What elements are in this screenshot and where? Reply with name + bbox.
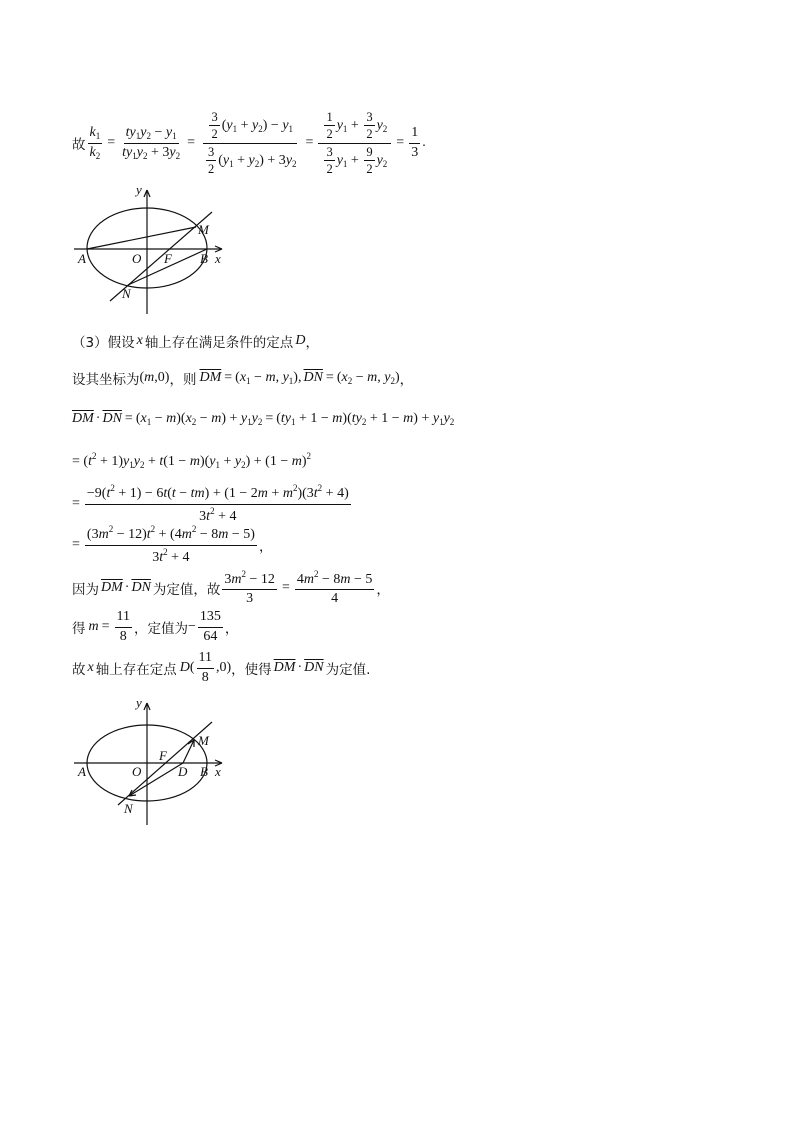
label-M: M [198,733,209,748]
expansion-line: = $(t^2 + 1)y_1y_2 + t(1 - m)(y_1 + y_2) + (1 - m)^2$ [72,450,312,470]
conclusion-line: 故 x 轴上存在定点 D( $\frac{11}{8}$ ,0) ，使得 $\overline{DM}$ · $\overline{DN}$ 为定值. [72,650,371,685]
result-m-line: 得 m = $\frac{11}{8}$ ，定值为 − $\frac{135}{64}$ ， [72,609,239,644]
label-A: A [78,251,86,266]
fraction-line-1: = $\frac{-9(t^2 + 1) - 6t(t - tm) + (1 - 2m + m^2)(3t^2 + 4)}{3t^2 + 4}$ [72,483,349,524]
coordinates-line: 设其坐标为 (m,0) ， 则 $\overline{DM}$ = ($x_1 - m$, $y_1$), $\overline{DN}$ = ($x_2 - m$, $y_2$) ， [72,370,414,388]
label-B: B [200,251,208,266]
label-O: O [132,764,142,779]
label-y: y [136,182,142,197]
dot-product-line: $\overline{DM}$ · $\overline{DN}$ = $(x_1 - m)(x_2 - m) + y_1y_2$ = $(ty_1 + 1 - m)(ty_2 + 1 - m) + y_1y_2$ [72,411,455,427]
fraction-line-2: = $\frac{(3m^2 - 12)t^2 + (4m^2 - 8m - 5)}{3t^2 + 4}$ ， [72,524,273,565]
label-M: M [198,222,209,237]
constant-condition-line: 因为 $\overline{DM}$ · $\overline{DN}$ 为定值，故 $\frac{3m^2 - 12}{3}$ = $\frac{4m^2 - 8m - 5}{4}$ ， [72,568,390,606]
label-A: A [78,764,86,779]
label-N: N [122,286,131,301]
label-y: y [136,695,142,710]
label-x: x [215,764,221,779]
ratio-equation: 故 $\frac{k_1}{k_2}$ = $\frac{ty_1y_2 - y_1}{ty_1y_2 + 3y_2}$ = $\frac{3}{2}$ $(y_1 + y_2) - y_1$ $\frac{3}{2}$ $(y_1 + y_2) + 3y_2$ = $\frac{1}{2}$ $y_1$ + $\frac{3}{2}$ $y_2$ $\frac{3}{2}$ $y_1$ + $\frac{9}{2}$ $y_2$ = $\frac{1}{3}$ . [72,109,426,176]
label-F: F [159,748,167,763]
label-N: N [124,801,133,816]
ellipse-figure-2 [70,695,240,830]
ellipse-figure-1 [70,182,240,317]
label-D: D [178,764,188,779]
part3-intro: （3）假设 x 轴上存在满足条件的定点 D ， [72,333,319,351]
label-x: x [215,251,221,266]
label-B: B [200,764,208,779]
label-F: F [164,251,172,266]
label-O: O [132,251,142,266]
line-AM [87,227,196,249]
